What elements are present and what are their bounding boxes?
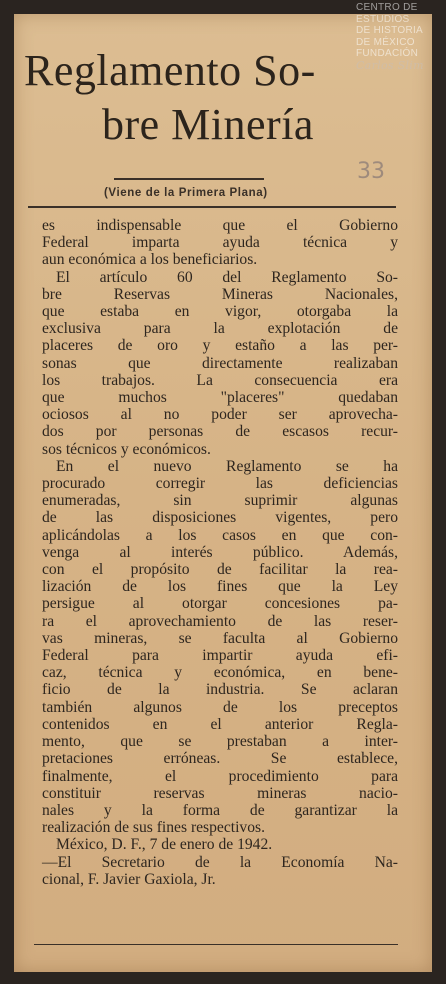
archive-watermark (356, 2, 442, 71)
footer-divider (34, 944, 398, 945)
article-text-line: pretaciones erróneas. Se establece, (42, 750, 398, 768)
title-line-1: Reglamento So- (24, 46, 316, 95)
article-text-line: vas mineras, se faculta al Gobierno (42, 629, 398, 647)
newspaper-clipping (14, 14, 432, 972)
article-text-line: contenidos en el anterior Regla- (42, 715, 398, 733)
article-text-line: persigue al otorgar concesiones pa- (42, 595, 398, 613)
article-text-line: enumeradas, sin suprimir algunas (42, 492, 398, 510)
handwritten-page-number: 33 (357, 159, 385, 184)
article-text-line: que estaba en vigor, otorgaba la (42, 303, 398, 321)
watermark-line: CENTRO DE (356, 2, 418, 13)
article-text-line: dos por personas de escasos recur- (42, 423, 398, 441)
article-text-line: ficio de la industria. Se aclaran (42, 681, 398, 699)
article-text-line: de las disposiciones vigentes, pero (42, 509, 398, 527)
watermark-line: FUNDACIÓN (356, 48, 419, 59)
watermark-line: ESTUDIOS (356, 13, 410, 25)
watermark-signature: Carlos Slim (356, 58, 424, 72)
article-text-line: los trabajos. La consecuencia era (42, 371, 398, 389)
article-text-line: bre Reservas Mineras Nacionales, (42, 285, 398, 303)
article-text-line: aun económica a los beneficiarios. (42, 251, 258, 269)
article-text-line: que muchos "placeres" quedaban (42, 389, 398, 407)
watermark-line: DE MÉXICO (356, 36, 415, 48)
header-divider (28, 206, 396, 208)
article-text-line: exclusiva para la explotación de (42, 320, 398, 338)
watermark-line: DE HISTORIA (356, 25, 424, 36)
article-text-line: El artículo 60 del Reglamento So- (56, 268, 398, 286)
article-body (42, 217, 398, 888)
article-text-line: México, D. F., 7 de enero de 1942. (56, 836, 273, 854)
article-text-line: placeres de oro y estaño a las per- (42, 337, 398, 355)
article-text-line: caz, técnica y económica, en bene- (42, 664, 398, 682)
article-text-line: también algunos de los preceptos (42, 698, 398, 716)
article-title (24, 44, 404, 152)
article-text-line: mento, que se prestaban a inter- (42, 733, 398, 751)
article-text-line: procurado corregir las deficiencias (42, 475, 398, 493)
article-text-line: Federal imparta ayuda técnica y (42, 234, 398, 252)
article-text-line: finalmente, el procedimiento para (42, 767, 398, 785)
article-text-line: lización de los fines que la Ley (42, 578, 398, 596)
article-text-line: cional, F. Javier Gaxiola, Jr. (42, 870, 216, 888)
article-text-line: —El Secretario de la Economía Na- (42, 853, 398, 871)
article-text-line: ra el aprovechamiento de las reser- (42, 612, 398, 630)
article-text-line: con el propósito de facilitar la rea- (42, 561, 398, 579)
title-line-2: bre Minería (102, 100, 314, 149)
article-text-line: Federal para impartir ayuda efi- (42, 647, 398, 665)
title-underline (114, 178, 264, 180)
article-text-line: sonas que directamente realizaban (42, 354, 398, 372)
article-text-line: En el nuevo Reglamento se ha (56, 457, 398, 475)
article-text-line: es indispensable que el Gobierno (42, 217, 398, 234)
article-text-line: ociosos al no poder ser aprovecha- (42, 406, 398, 424)
article-text-line: venga al interés público. Además, (42, 543, 398, 561)
article-text-line: constituir reservas mineras nacio- (42, 784, 398, 802)
article-text-line: realización de sus fines respectivos. (42, 819, 265, 837)
article-text-line: sos técnicos y económicos. (42, 440, 211, 458)
continuation-note: (Viene de la Primera Plana) (104, 187, 268, 199)
article-text-line: nales y la forma de garantizar la (42, 801, 398, 819)
article-text-line: aplicándolas a los casos en que con- (42, 526, 398, 544)
